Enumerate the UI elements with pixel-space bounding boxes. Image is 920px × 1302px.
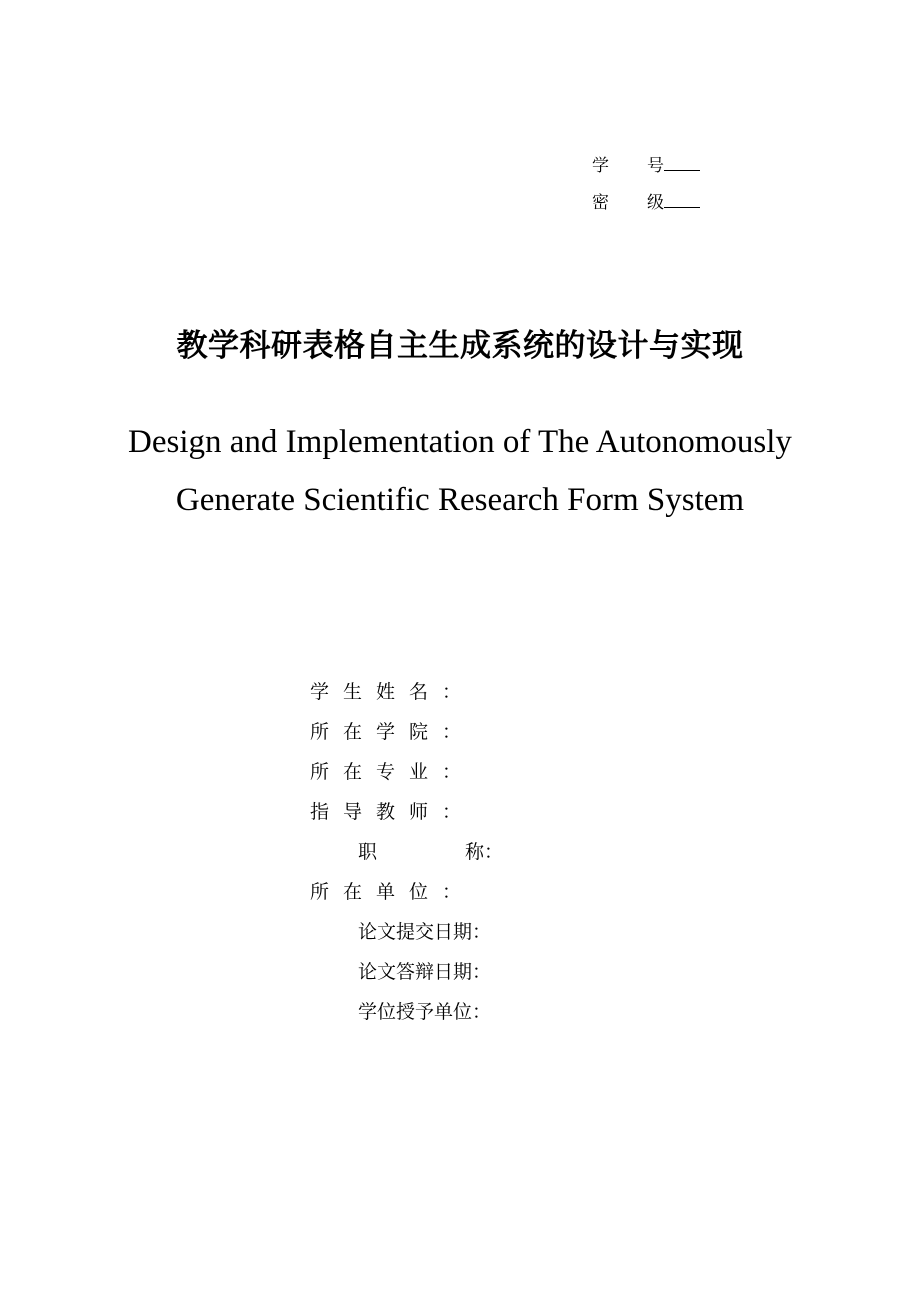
professional-title-label-a: 职 xyxy=(358,841,378,863)
english-title-line-1: Design and Implementation of The Autonomously xyxy=(128,424,792,460)
student-id-label-b: 号 xyxy=(647,156,664,176)
english-title-line-2: Generate Scientific Research Form System xyxy=(175,482,745,518)
college-field: 所在学院： xyxy=(310,721,476,743)
secrecy-label-b: 级 xyxy=(647,193,664,213)
defense-date-field: 论文答辩日期： xyxy=(358,961,492,983)
secrecy-blank xyxy=(664,193,700,208)
student-id-line xyxy=(592,156,700,176)
chinese-title: 教学科研表格自主生成系统的设计与实现 xyxy=(176,328,744,364)
advisor-field: 指导教师： xyxy=(310,801,476,823)
professional-title-label-b: 称： xyxy=(465,841,504,863)
degree-unit-field: 学位授予单位： xyxy=(358,1001,492,1023)
affiliation-field: 所在单位： xyxy=(310,881,476,903)
major-field: 所在专业： xyxy=(310,761,476,783)
student-id-label-a: 学 xyxy=(592,156,609,176)
student-id-blank xyxy=(664,156,700,171)
student-name-field: 学生姓名： xyxy=(310,681,476,703)
secrecy-label-a: 密 xyxy=(592,193,609,213)
submit-date-field: 论文提交日期： xyxy=(358,921,492,943)
professional-title-field xyxy=(358,840,503,864)
secrecy-line xyxy=(592,193,700,213)
